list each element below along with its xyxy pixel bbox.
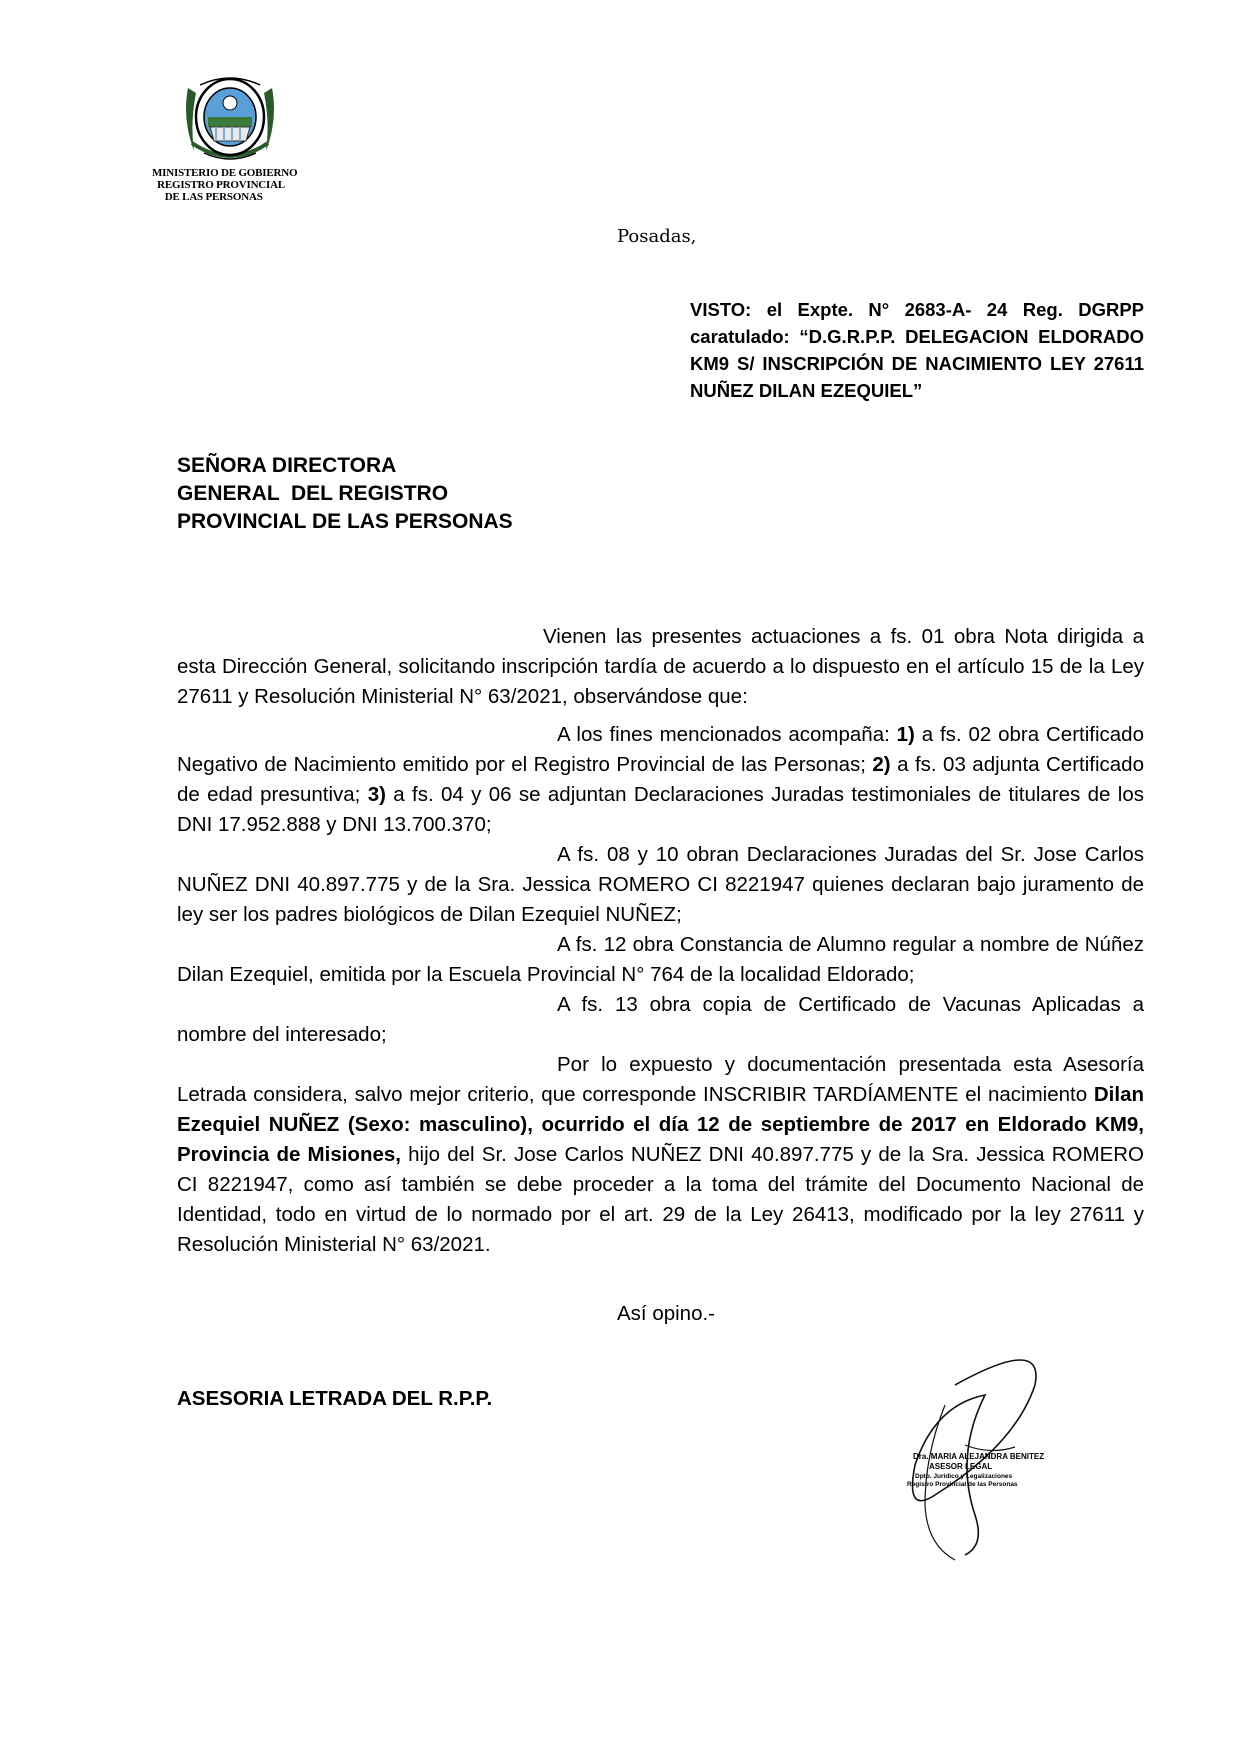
stamp-line-1: Dra. MARIA ALEJANDRA BENITEZ	[913, 1452, 1045, 1461]
addressee-line-3: PROVINCIAL DE LAS PERSONAS	[177, 510, 513, 533]
visto-reference: VISTO: el Expte. N° 2683-A- 24 Reg. DGRPP caratulado: “D.G.R.P.P. DELEGACION ELDORADO KM9 S/ INSCRIPCIÓN DE NACIMIENTO LEY 27611 NUÑEZ DILAN EZEQUIEL”	[690, 299, 1144, 401]
stamp-line-4: Registro Provincial de las Personas	[907, 1481, 1018, 1488]
addressee-line-1: SEÑORA DIRECTORA	[177, 454, 397, 477]
ministry-line-1: MINISTERIO DE GOBIERNO	[152, 167, 298, 179]
paragraph-5: A fs. 13 obra copia de Certificado de Vacunas Aplicadas a nombre del interesado;	[177, 993, 1144, 1046]
paragraph-3: A fs. 08 y 10 obran Declaraciones Juradas del Sr. Jose Carlos NUÑEZ DNI 40.897.775 y de la Sra. Jessica ROMERO CI 8221947 quienes declaran bajo juramento de ley ser los padres biológicos de Dilan Ezequiel NUÑEZ;	[177, 843, 1144, 926]
addressee-block	[177, 452, 513, 536]
ministry-line-2: REGISTRO PROVINCIAL	[152, 179, 286, 191]
ministry-header	[152, 167, 297, 203]
paragraph-1: Vienen las presentes actuaciones a fs. 01 obra Nota dirigida a esta Dirección General, solicitando inscripción tardía de acuerdo a lo dispuesto en el artículo 15 de la Ley 27611 y Resolución Ministerial N° 63/2021, observándose que:	[177, 625, 1144, 708]
paragraph-4: A fs. 12 obra Constancia de Alumno regular a nombre de Núñez Dilan Ezequiel, emitida por la Escuela Provincial N° 764 de la localidad Eldorado;	[177, 933, 1144, 986]
signoff-text: ASESORIA LETRADA DEL R.P.P.	[177, 1387, 493, 1410]
place-date: Posadas,	[617, 226, 697, 247]
stamp-line-3: Dpto. Jurídico y Legalizaciones	[915, 1473, 1013, 1480]
provincial-seal-logo	[180, 73, 280, 165]
ministry-line-3: DE LAS PERSONAS	[152, 191, 263, 203]
paragraph-2: A los fines mencionados acompaña: 1) a fs. 02 obra Certificado Negativo de Nacimiento emitido por el Registro Provincial de las Personas; 2) a fs. 03 adjunta Certificado de edad presuntiva; 3) a fs. 04 y 06 se adjuntan Declaraciones Juradas testimoniales de titulares de los DNI 17.952.888 y DNI 13.700.370;	[177, 723, 1144, 836]
letter-body	[177, 622, 1144, 1260]
closing-text: Así opino.-	[617, 1302, 715, 1325]
addressee-line-2: GENERAL DEL REGISTRO	[177, 482, 449, 505]
stamp-line-2: ASESOR LEGAL	[929, 1462, 993, 1471]
paragraph-6: Por lo expuesto y documentación presentada esta Asesoría Letrada considera, salvo mejor criterio, que corresponde INSCRIBIR TARDÍAMENTE el nacimiento Dilan Ezequiel NUÑEZ (Sexo: masculino), ocurrido el día 12 de septiembre de 2017 en Eldorado KM9, Provincia de Misiones, hijo del Sr. Jose Carlos NUÑEZ DNI 40.897.775 y de la Sra. Jessica ROMERO CI 8221947, como así también se debe proceder a la toma del trámite del Documento Nacional de Identidad, todo en virtud de lo normado por el art. 29 de la Ley 26413, modificado por la ley 27611 y Resolución Ministerial N° 63/2021.	[177, 1053, 1145, 1256]
signature-stamp	[895, 1345, 1075, 1565]
